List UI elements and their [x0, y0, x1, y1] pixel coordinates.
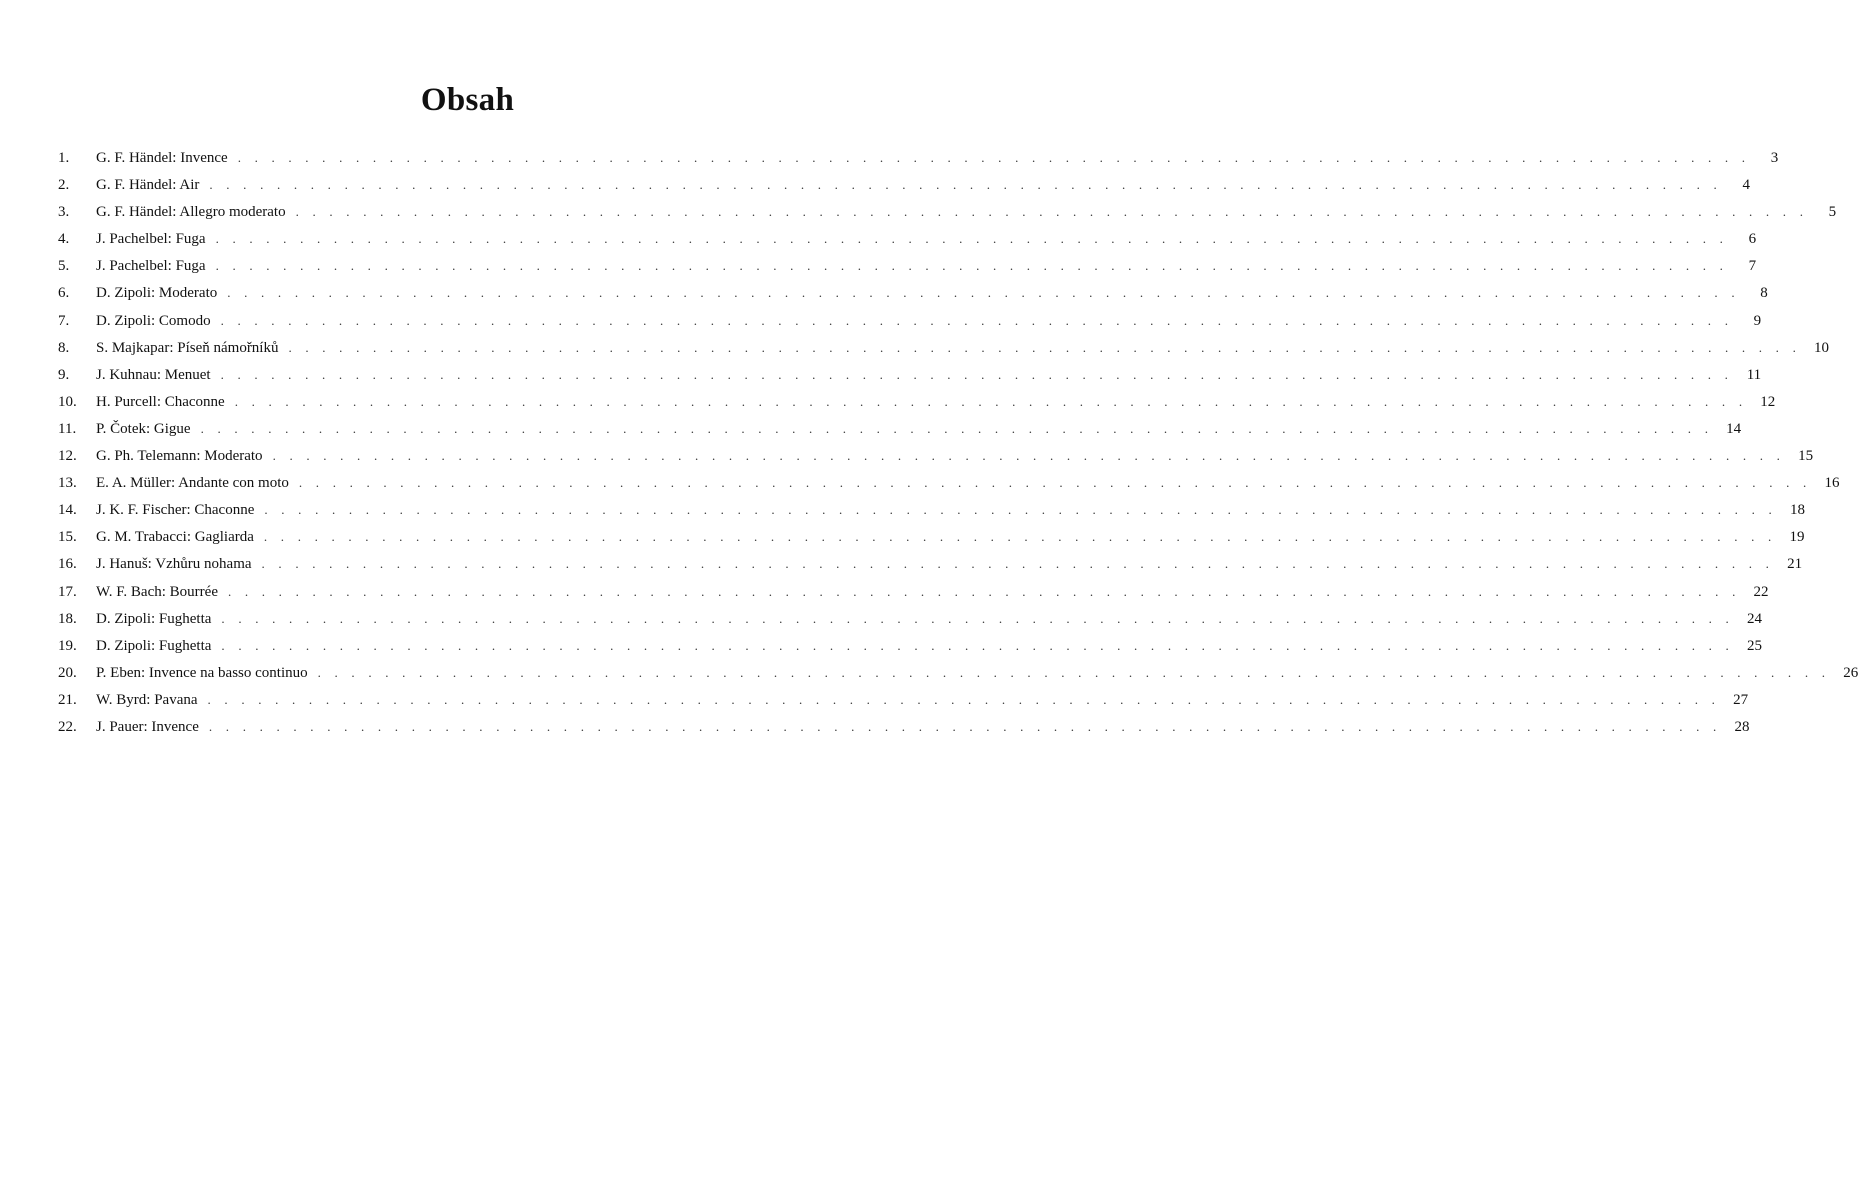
toc-entry-number: 18.	[58, 610, 77, 627]
toc-entry-number: 15.	[58, 529, 77, 546]
toc-entry-page-number: 12	[1760, 393, 1776, 410]
toc-entry	[58, 339, 1830, 367]
toc-entry-number: 17.	[58, 583, 77, 600]
dot-leader: . . . . . . . . . . . . . . . . . . . . . . . . . . . . . . . . . . . . . . . . . . . . . . . . . . . . . . . . . . . . . . . . . . . . . . . . . . . . . . . . . . . . . . . . . .	[234, 393, 1748, 409]
dot-leader: . . . . . . . . . . . . . . . . . . . . . . . . . . . . . . . . . . . . . . . . . . . . . . . . . . . . . . . . . . . . . . . . . . . . . . . . . . . . . . . . . . . . . . . . . .	[215, 258, 1729, 274]
toc-entry-number: 1.	[58, 150, 70, 166]
toc-entry-page-number: 6	[1748, 231, 1757, 248]
toc-entry-title: G. Ph. Telemann: Moderato	[96, 448, 263, 465]
toc-entry	[58, 502, 1805, 529]
toc-entry-page-number: 15	[1798, 448, 1814, 465]
toc-entry-title: W. F. Bach: Bourrée	[96, 583, 218, 600]
toc-entry-page-number: 10	[1814, 339, 1830, 356]
table-of-contents	[58, 150, 1858, 746]
dot-leader: . . . . . . . . . . . . . . . . . . . . . . . . . . . . . . . . . . . . . . . . . . . . . . . . . . . . . . . . . . . . . . . . . . . . . . . . . . . . . . . . . . . . . . . . . .	[220, 366, 1734, 382]
toc-entry-title: E. A. Müller: Andante con moto	[96, 475, 289, 492]
toc-entry-number: 8.	[58, 339, 70, 356]
toc-entry-title: G. F. Händel: Allegro moderato	[96, 204, 286, 221]
toc-entry	[58, 285, 1768, 312]
toc-entry-page-number: 26	[1843, 664, 1858, 681]
toc-entry	[58, 366, 1762, 394]
toc-entry-page-number: 16	[1824, 475, 1840, 492]
dot-leader: . . . . . . . . . . . . . . . . . . . . . . . . . . . . . . . . . . . . . . . . . . . . . . . . . . . . . . . . . . . . . . . . . . . . . . . . . . . . . . . . . . . . . . . . . .	[272, 448, 1786, 464]
toc-entry-number: 22.	[58, 718, 77, 735]
toc-entry-title: J. Pachelbel: Fuga	[96, 231, 206, 248]
toc-entry-title: D. Zipoli: Moderato	[96, 285, 218, 302]
dot-leader: . . . . . . . . . . . . . . . . . . . . . . . . . . . . . . . . . . . . . . . . . . . . . . . . . . . . . . . . . . . . . . . . . . . . . . . . . . . . . . . . . . . . . . . . . .	[263, 529, 1777, 545]
dot-leader: . . . . . . . . . . . . . . . . . . . . . . . . . . . . . . . . . . . . . . . . . . . . . . . . . . . . . . . . . . . . . . . . . . . . . . . . . . . . . . . . . . . . . . . . . .	[221, 637, 1734, 653]
dot-leader: . . . . . . . . . . . . . . . . . . . . . . . . . . . . . . . . . . . . . . . . . . . . . . . . . . . . . . . . . . . . . . . . . . . . . . . . . . . . . . . . . . . . . . . . . .	[237, 150, 1751, 165]
toc-entry-number: 21.	[58, 691, 77, 708]
toc-entry-number: 20.	[58, 664, 77, 681]
toc-entry-title: G. F. Händel: Air	[96, 177, 200, 194]
toc-entry	[58, 610, 1762, 638]
toc-entry	[58, 231, 1757, 258]
dot-leader: . . . . . . . . . . . . . . . . . . . . . . . . . . . . . . . . . . . . . . . . . . . . . . . . . . . . . . . . . . . . . . . . . . . . . . . . . . . . . . . . . . . . . . . . . .	[207, 691, 1721, 707]
toc-entry-number: 6.	[58, 285, 70, 302]
toc-entry-title: J. Hanuš: Vzhůru nohama	[96, 556, 252, 573]
toc-entry-page-number: 27	[1733, 691, 1749, 708]
dot-leader: . . . . . . . . . . . . . . . . . . . . . . . . . . . . . . . . . . . . . . . . . . . . . . . . . . . . . . . . . . . . . . . . . . . . . . . . . . . . . . . . . . . . . . . . . .	[295, 204, 1809, 220]
toc-entry	[58, 718, 1750, 746]
toc-entry	[58, 637, 1762, 665]
toc-entry	[58, 475, 1840, 502]
toc-entry	[58, 691, 1749, 719]
toc-entry-title: D. Zipoli: Fughetta	[96, 610, 212, 627]
toc-entry-title: D. Zipoli: Comodo	[96, 312, 211, 329]
toc-entry	[58, 583, 1769, 611]
toc-entry-number: 9.	[58, 366, 70, 383]
dot-leader: . . . . . . . . . . . . . . . . . . . . . . . . . . . . . . . . . . . . . . . . . . . . . . . . . . . . . . . . . . . . . . . . . . . . . . . . . . . . . . . . . . . . . . . . . .	[261, 556, 1775, 572]
toc-entry-number: 7.	[58, 312, 70, 329]
toc-entry-page-number: 28	[1734, 718, 1750, 735]
toc-entry-page-number: 4	[1742, 177, 1750, 194]
toc-entry-page-number: 24	[1746, 610, 1762, 627]
dot-leader: . . . . . . . . . . . . . . . . . . . . . . . . . . . . . . . . . . . . . . . . . . . . . . . . . . . . . . . . . . . . . . . . . . . . . . . . . . . . . . . . . . . . . . . . . .	[288, 339, 1802, 355]
dot-leader: . . . . . . . . . . . . . . . . . . . . . . . . . . . . . . . . . . . . . . . . . . . . . . . . . . . . . . . . . . . . . . . . . . . . . . . . . . . . . . . . . . . . . . . . . .	[264, 502, 1777, 518]
toc-entry-title: W. Byrd: Pavana	[96, 691, 198, 708]
toc-entry-title: J. K. F. Fischer: Chaconne	[96, 502, 255, 519]
toc-entry-page-number: 3	[1770, 150, 1779, 166]
toc-entry-title: D. Zipoli: Fughetta	[96, 637, 212, 654]
dot-leader: . . . . . . . . . . . . . . . . . . . . . . . . . . . . . . . . . . . . . . . . . . . . . . . . . . . . . . . . . . . . . . . . . . . . . . . . . . . . . . . . . . . . . . . . . .	[209, 177, 1722, 193]
toc-entry-title: J. Pauer: Invence	[96, 718, 199, 735]
toc-entry-number: 13.	[58, 475, 77, 492]
toc-entry-number: 11.	[58, 420, 77, 437]
toc-entry-number: 19.	[58, 637, 77, 654]
toc-entry-title: P. Čotek: Gigue	[96, 420, 191, 437]
toc-entry-page-number: 7	[1748, 258, 1757, 275]
toc-entry-title: G. F. Händel: Invence	[96, 150, 228, 166]
dot-leader: . . . . . . . . . . . . . . . . . . . . . . . . . . . . . . . . . . . . . . . . . . . . . . . . . . . . . . . . . . . . . . . . . . . . . . . . . . . . . . . . . . . . . . . . . .	[317, 664, 1831, 680]
toc-entry-title: J. Pachelbel: Fuga	[96, 258, 206, 275]
toc-entry-title: J. Kuhnau: Menuet	[96, 366, 211, 383]
toc-entry	[58, 556, 1803, 583]
toc-entry	[58, 420, 1742, 448]
toc-entry-title: H. Purcell: Chaconne	[96, 393, 225, 410]
toc-entry	[58, 258, 1757, 285]
dot-leader: . . . . . . . . . . . . . . . . . . . . . . . . . . . . . . . . . . . . . . . . . . . . . . . . . . . . . . . . . . . . . . . . . . . . . . . . . . . . . . . . . . . . . . . . . .	[215, 231, 1729, 247]
toc-entry	[58, 204, 1837, 231]
toc-entry-title: S. Majkapar: Píseň námořníků	[96, 339, 279, 356]
page-title: Obsah	[420, 82, 515, 118]
toc-entry	[58, 664, 1858, 692]
toc-entry-page-number: 14	[1726, 420, 1742, 437]
toc-entry-page-number: 25	[1746, 637, 1762, 654]
toc-entry-page-number: 9	[1753, 312, 1762, 329]
toc-entry	[58, 312, 1762, 340]
toc-entry-number: 12.	[58, 448, 77, 465]
toc-entry-number: 5.	[58, 258, 70, 275]
toc-entry-title: P. Eben: Invence na basso continuo	[96, 664, 308, 681]
toc-entry	[58, 150, 1779, 177]
toc-entry-title: G. M. Trabacci: Gagliarda	[96, 529, 254, 546]
dot-leader: . . . . . . . . . . . . . . . . . . . . . . . . . . . . . . . . . . . . . . . . . . . . . . . . . . . . . . . . . . . . . . . . . . . . . . . . . . . . . . . . . . . . . . . . . .	[298, 475, 1812, 491]
toc-entry-number: 2.	[58, 177, 70, 194]
dot-leader: . . . . . . . . . . . . . . . . . . . . . . . . . . . . . . . . . . . . . . . . . . . . . . . . . . . . . . . . . . . . . . . . . . . . . . . . . . . . . . . . . . . . . . . . . .	[220, 312, 1734, 328]
toc-entry-page-number: 8	[1760, 285, 1768, 302]
dot-leader: . . . . . . . . . . . . . . . . . . . . . . . . . . . . . . . . . . . . . . . . . . . . . . . . . . . . . . . . . . . . . . . . . . . . . . . . . . . . . . . . . . . . . . . . . .	[221, 610, 1734, 626]
toc-entry	[58, 177, 1750, 204]
toc-entry-page-number: 21	[1787, 556, 1803, 573]
toc-entry-page-number: 5	[1828, 204, 1837, 221]
toc-entry-page-number: 19	[1789, 529, 1805, 546]
dot-leader: . . . . . . . . . . . . . . . . . . . . . . . . . . . . . . . . . . . . . . . . . . . . . . . . . . . . . . . . . . . . . . . . . . . . . . . . . . . . . . . . . . . . . . . . . .	[227, 583, 1741, 599]
toc-entry-page-number: 18	[1789, 502, 1805, 519]
dot-leader: . . . . . . . . . . . . . . . . . . . . . . . . . . . . . . . . . . . . . . . . . . . . . . . . . . . . . . . . . . . . . . . . . . . . . . . . . . . . . . . . . . . . . . . . . .	[208, 718, 1722, 734]
toc-entry-number: 10.	[58, 393, 77, 410]
toc-entry-number: 3.	[58, 204, 70, 221]
toc-entry	[58, 529, 1805, 556]
dot-leader: . . . . . . . . . . . . . . . . . . . . . . . . . . . . . . . . . . . . . . . . . . . . . . . . . . . . . . . . . . . . . . . . . . . . . . . . . . . . . . . . . . . . . . . . . .	[227, 285, 1740, 301]
toc-entry-page-number: 22	[1753, 583, 1769, 600]
toc-entry	[58, 393, 1776, 421]
toc-entry-number: 16.	[58, 556, 77, 573]
toc-entry-number: 14.	[58, 502, 77, 519]
toc-entry-number: 4.	[58, 231, 70, 248]
toc-entry-page-number: 11	[1746, 366, 1762, 383]
toc-entry	[58, 448, 1814, 475]
dot-leader: . . . . . . . . . . . . . . . . . . . . . . . . . . . . . . . . . . . . . . . . . . . . . . . . . . . . . . . . . . . . . . . . . . . . . . . . . . . . . . . . . . . . . . . . . .	[200, 420, 1714, 436]
